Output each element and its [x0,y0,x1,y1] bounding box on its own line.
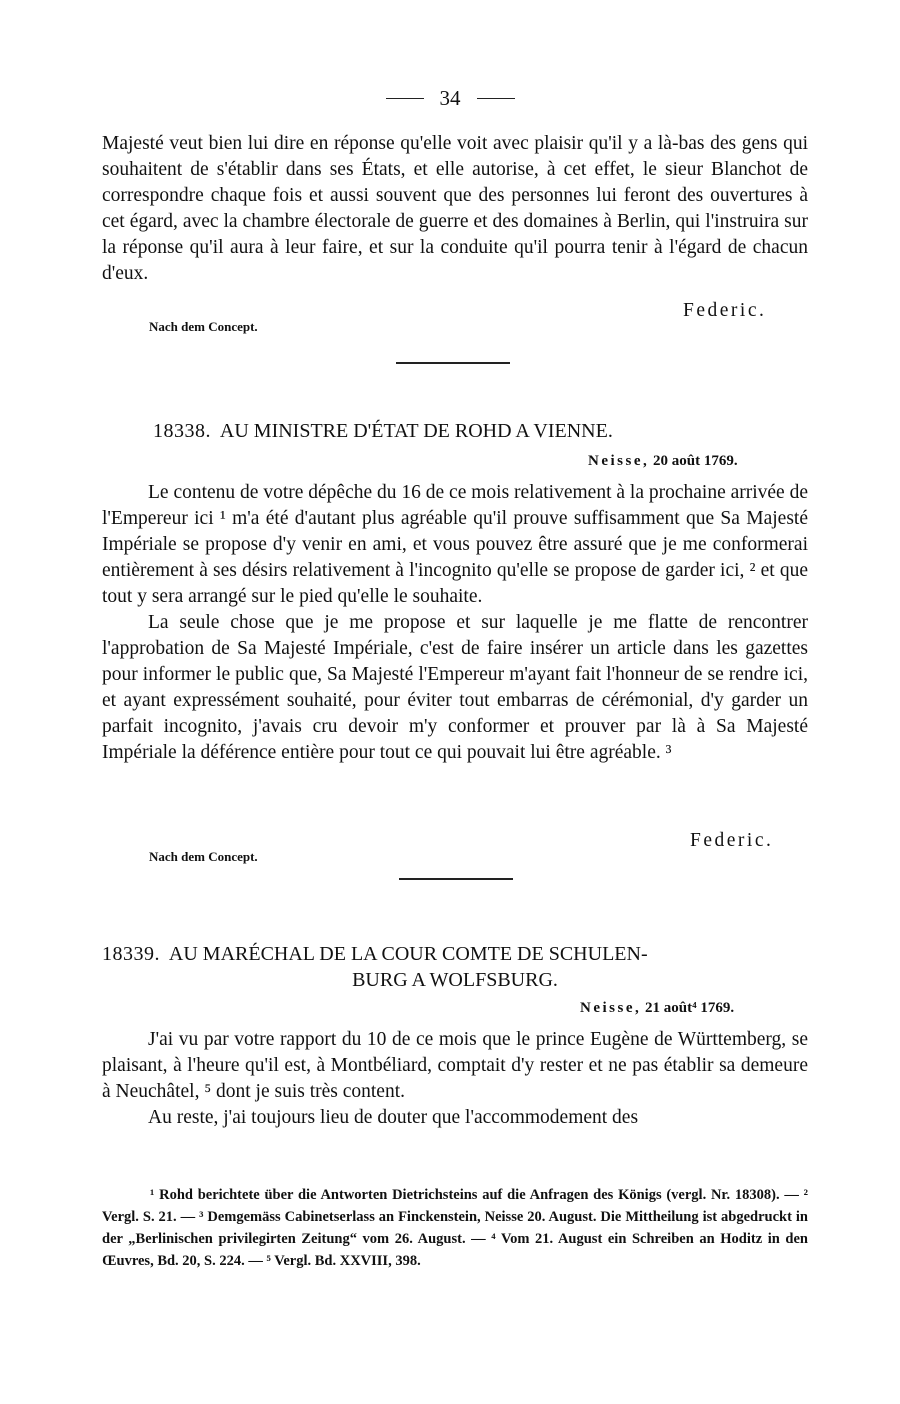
section-divider [396,362,510,364]
letter-18339-heading [102,941,808,993]
letter-18338-heading [153,418,813,444]
letter-18339-date: 21 août⁴ 1769. [645,1000,735,1016]
footnotes [102,1184,808,1272]
letter-18339-number: 18339. [102,943,160,965]
continuation-paragraph: Majesté veut bien lui dire en réponse qu'elle voit avec plaisir qu'il y a là-bas des gens qui souhaitent de s'établir dans ses États, et elle autorise, à cet effet, le sieur Blanchot de correspondre chaque fois et aussi souvent que des personnes lui feront des ouvertures à cet égard, avec la chambre électorale de guerre et des domaines à Berlin, qui l'instruira sur la réponse qu'il aura à leur faire, et sur la conduite qu'il pourra tenir à l'égard de chacun d'eux. [102,133,808,284]
source-note-18338: Nach dem Concept. [149,849,258,864]
letter-18338-paragraph: Le contenu de votre dépêche du 16 de ce mois relativement à la prochaine arrivée de l'Empereur ici ¹ m'a été d'autant plus agréable qu'il prouve suffisamment que Sa Majesté Impériale se propose d'y venir en ami, et vous pouvez être assuré que je me conformerai entièrement à ses désirs relativement à l'incognito qu'elle se propose de garder ici, ² et que tout y sera arrangé sur le pied qu'elle le souhaite. [102,482,808,607]
page-header [0,86,900,111]
letter-18338-date: 20 août 1769. [653,453,738,469]
letter-18338-body [102,480,808,766]
signature-continuation: Federic. [683,300,767,321]
letter-18339-title-part1: AU MARÉCHAL DE LA COUR COMTE DE SCHULEN- [168,943,648,965]
header-dash-right [477,98,515,99]
letter-18339-paragraph: Au reste, j'ai toujours lieu de douter que l'accommodement des [148,1107,639,1128]
letter-18339-title-line1 [102,941,808,967]
letter-18338-place-date [588,453,738,470]
continuation-text [102,131,808,287]
letter-18338-place: Neisse, [588,453,650,469]
letter-18338-title: AU MINISTRE D'ÉTAT DE ROHD A VIENNE. [219,420,613,442]
page-number: 34 [439,86,461,110]
source-note-continuation: Nach dem Concept. [149,319,258,334]
letter-18338-paragraph: La seule chose que je me propose et sur laquelle je me flatte de rencontrer l'approbation de Sa Majesté Impériale, c'est de faire insérer un article dans les gazettes pour informer le public que, Sa Majesté l'Empereur m'ayant fait l'honneur de se rendre ici, et ayant expressément souhaité, pour éviter tout embarras de cérémonial, d'y garder un parfait incognito, j'avais cru devoir m'y conformer et prouver par là à Sa Majesté Impériale la déférence entière pour tout ce qui pouvait lui être agréable. ³ [102,612,808,763]
letter-18339-title-line2: BURG A WOLFSBURG. [352,969,558,991]
section-divider [399,878,513,880]
header-dash-left [386,98,424,99]
letter-18339-paragraph: J'ai vu par votre rapport du 10 de ce mois que le prince Eugène de Württemberg, se plaisant, à l'heure qu'il est, à Montbéliard, comptait d'y rester et ne pas établir sa demeure à Neuchâtel, ⁵ dont je suis très content. [102,1029,808,1102]
letter-18338-number: 18338. [153,420,211,442]
signature-18338: Federic. [690,830,774,851]
letter-18339-place: Neisse, [580,1000,642,1016]
letter-18339-place-date [580,1000,734,1017]
footnotes-text: ¹ Rohd berichtete über die Antworten Dietrichsteins auf die Anfragen des Königs (vergl. Nr. 18308). — ² Vergl. S. 21. — ³ Demgemäss Cabinetserlass an Finckenstein, Neisse 20. August. Die Mittheilung ist abgedruckt in der „Berlinischen privilegirten Zeitung“ vom 26. August. — ⁴ Vom 21. August ein Schreiben an Hoditz in den Œuvres, Bd. 20, S. 224. — ⁵ Vergl. Bd. XXVIII, 398. [102,1187,808,1269]
letter-18339-body [102,1027,808,1131]
